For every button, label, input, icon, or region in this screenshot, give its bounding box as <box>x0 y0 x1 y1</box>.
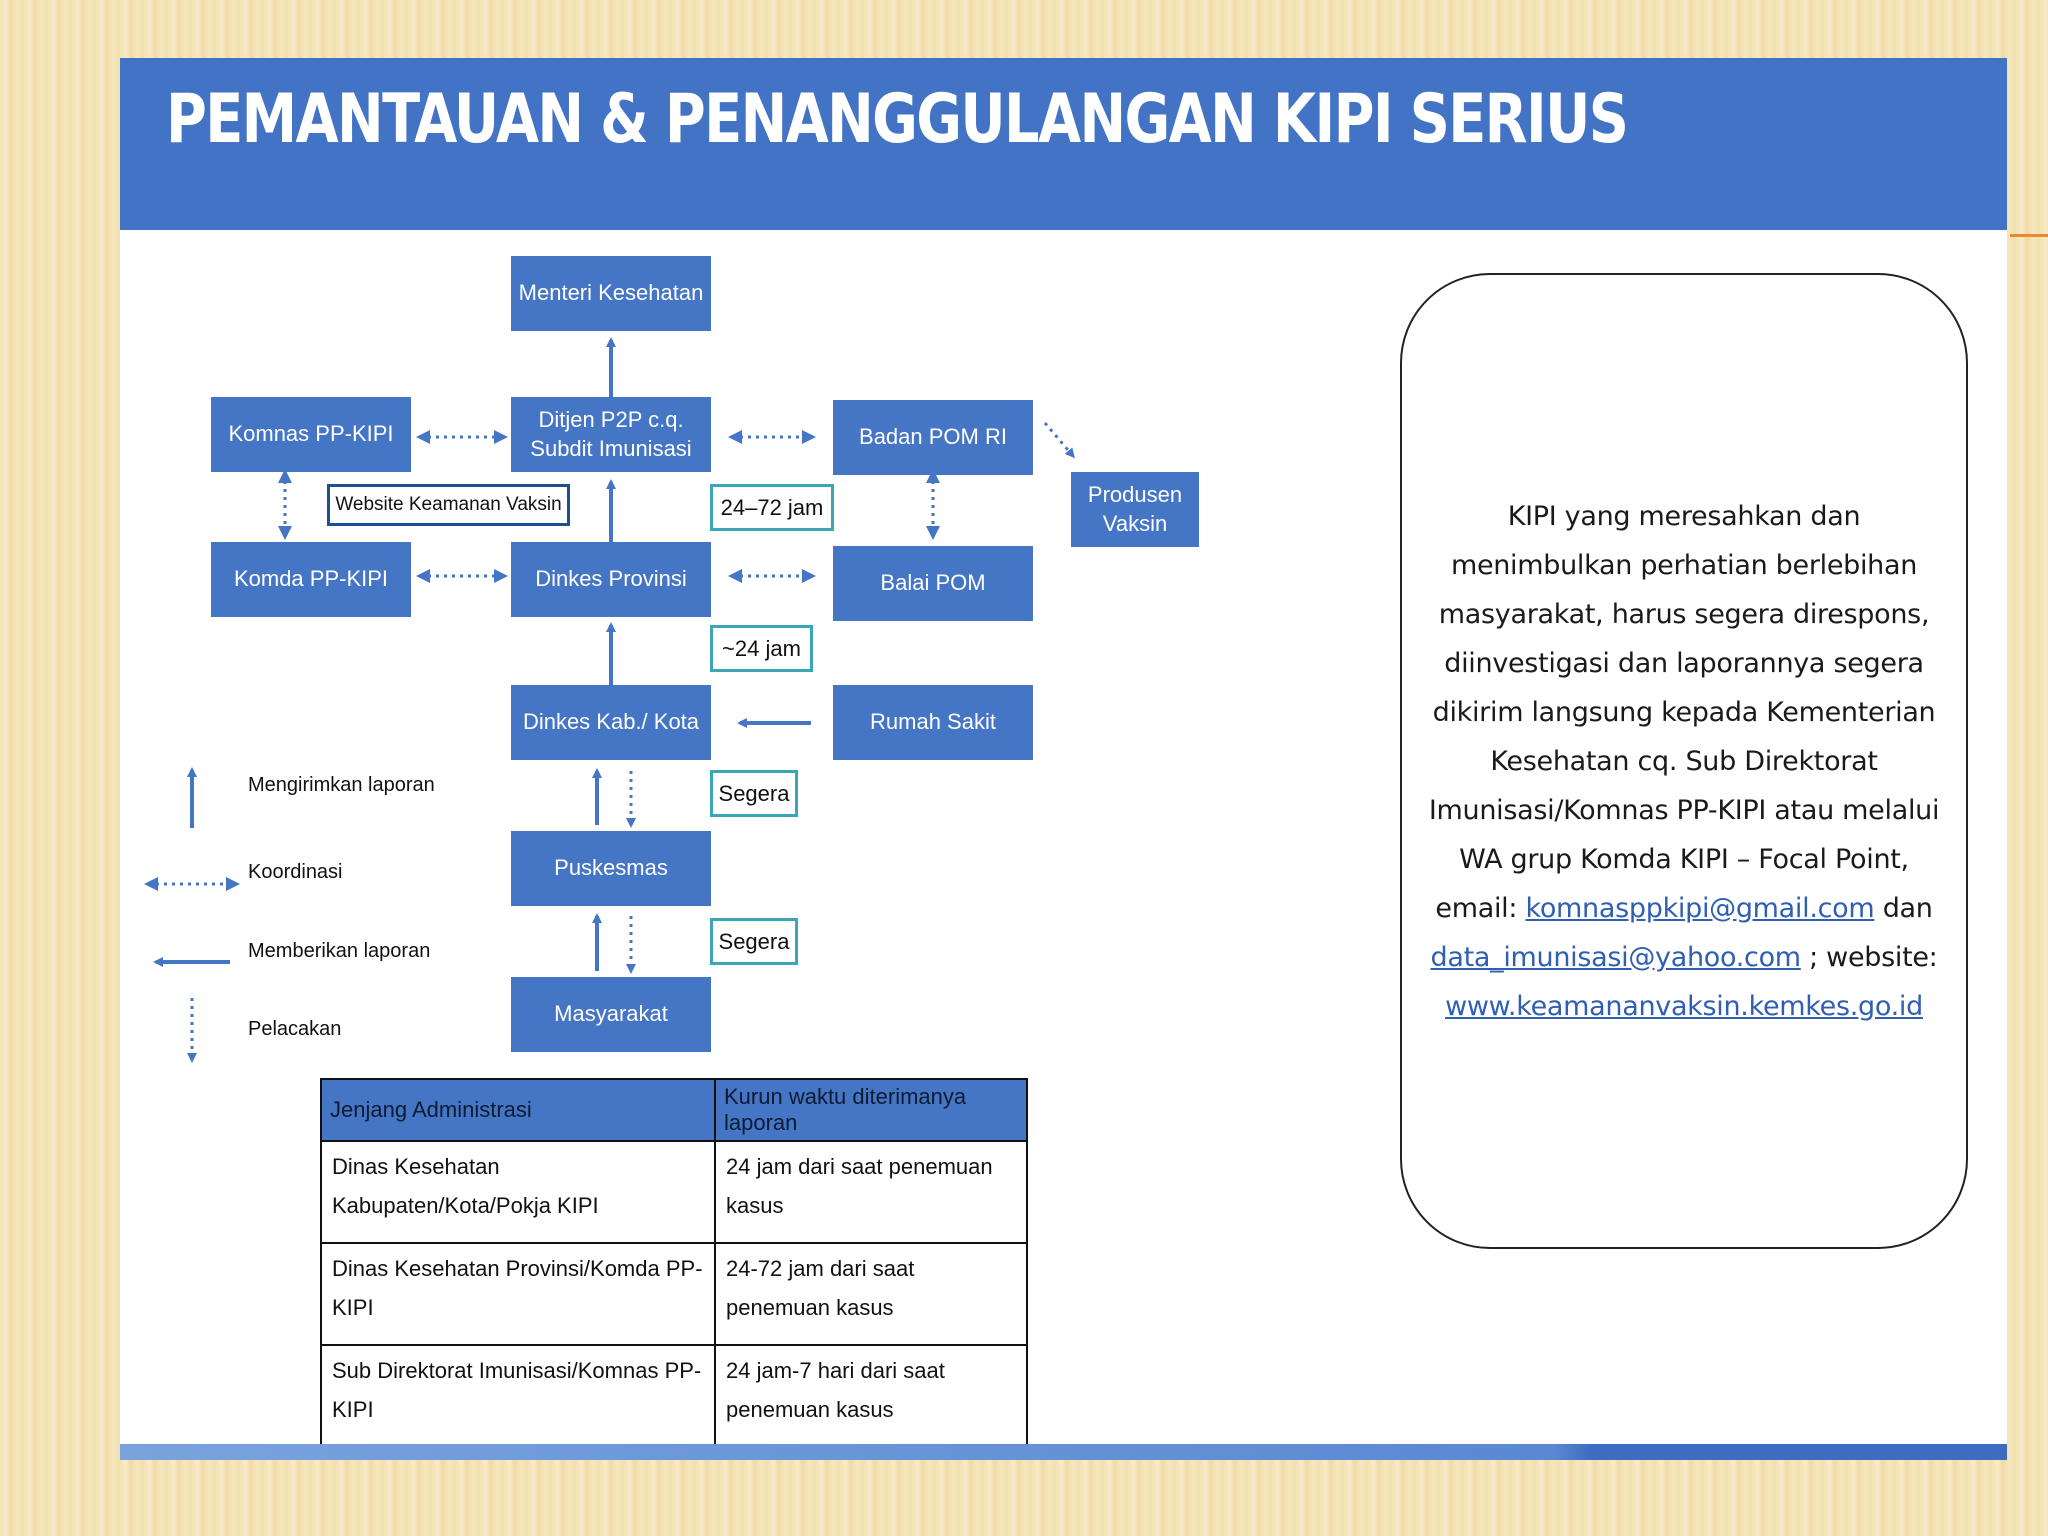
tag-label: Website Keamanan Vaksin <box>335 494 562 515</box>
legend-label-memberikan: Memberikan laporan <box>248 940 431 962</box>
legend-label-koordinasi: Koordinasi <box>248 861 343 883</box>
tag-label: ~24 jam <box>722 635 801 661</box>
orange-accent-line <box>2010 234 2048 237</box>
table-header-cell: Jenjang Administrasi <box>321 1079 715 1141</box>
node-rumah-sakit <box>833 685 1033 760</box>
node-label: Dinkes Provinsi <box>535 566 687 592</box>
node-label: Ditjen P2P c.q. <box>538 406 684 432</box>
tag-segera-1 <box>710 770 798 817</box>
node-ditjen-p2p <box>511 397 711 472</box>
node-balai-pom <box>833 546 1033 621</box>
table-row <box>321 1243 1027 1345</box>
node-label: Subdit Imunisasi <box>530 435 692 461</box>
email-link-imunisasi[interactable]: data_imunisasi@yahoo.com <box>1430 941 1801 973</box>
tag-label: Segera <box>718 928 790 954</box>
tag-24-72-jam <box>710 484 834 531</box>
table-header-cell: Kurun waktu diterimanya laporan <box>715 1079 1027 1141</box>
node-produsen-vaksin <box>1071 472 1199 547</box>
node-label: Vaksin <box>1102 510 1168 536</box>
node-dinkes-provinsi <box>511 542 711 617</box>
table-cell: 24 jam-7 hari dari saat penemuan kasus <box>715 1345 1027 1447</box>
node-label: Produsen <box>1087 481 1183 507</box>
trace-pom-to-produsen <box>1045 423 1073 456</box>
website-link[interactable]: www.keamananvaksin.kemkes.go.id <box>1445 990 1923 1022</box>
info-text <box>1424 492 1944 1031</box>
node-label: Masyarakat <box>554 1001 668 1027</box>
legend-label-mengirimkan: Mengirimkan laporan <box>248 774 435 796</box>
node-label: Badan POM RI <box>859 424 1007 450</box>
node-label: Dinkes Kab./ Kota <box>522 709 700 735</box>
tag-label: Segera <box>718 780 790 806</box>
tag-label: 24–72 jam <box>720 494 824 520</box>
table-row <box>321 1345 1027 1447</box>
node-label: Komda PP-KIPI <box>233 566 389 592</box>
table-row <box>321 1141 1027 1243</box>
table-cell: Dinas Kesehatan Kabupaten/Kota/Pokja KIPI <box>321 1141 715 1243</box>
slide-footer-bar <box>120 1444 2007 1460</box>
tag-segera-2 <box>710 918 798 965</box>
tag-website-keamanan-vaksin <box>327 484 570 526</box>
slide <box>120 58 2007 1460</box>
table-cell: Sub Direktorat Imunisasi/Komnas PP-KIPI <box>321 1345 715 1447</box>
info-callout-box <box>1400 273 1968 1249</box>
node-dinkes-kab-kota <box>511 685 711 760</box>
table-cell: 24 jam dari saat penemuan kasus <box>715 1141 1027 1243</box>
node-label: Balai POM <box>880 570 986 596</box>
info-paragraph: KIPI yang meresahkan dan menimbulkan perhatian berlebihan masyarakat, harus segera direspons, diinvestigasi dan laporannya segera dikirim langsung kepada Kementerian Kesehatan cq. Sub Direktorat Imunisasi/Komnas PP-KIPI atau melalui WA grup Komda KIPI – Focal Point, email: <box>1428 500 1940 924</box>
info-website-label: ; website: <box>1809 941 1938 973</box>
table-cell: 24-72 jam dari saat penemuan kasus <box>715 1243 1027 1345</box>
tag-24-jam <box>710 625 813 672</box>
node-label: Komnas PP-KIPI <box>228 421 394 447</box>
reporting-timeline-table <box>320 1078 1028 1448</box>
node-menteri-kesehatan <box>511 256 711 331</box>
node-masyarakat <box>511 977 711 1052</box>
node-label: Puskesmas <box>554 855 668 881</box>
legend-label-pelacakan: Pelacakan <box>248 1018 342 1040</box>
table-header-row <box>321 1079 1027 1141</box>
node-label: Menteri Kesehatan <box>518 280 704 306</box>
slide-title: PEMANTAUAN & PENANGGULANGAN KIPI SERIUS <box>166 80 1628 159</box>
node-badan-pom-ri <box>833 400 1033 475</box>
node-komda-pp-kipi <box>211 542 411 617</box>
email-link-komnas[interactable]: komnasppkipi@gmail.com <box>1525 892 1875 924</box>
table-cell: Dinas Kesehatan Provinsi/Komda PP-KIPI <box>321 1243 715 1345</box>
info-connector: dan <box>1882 892 1933 924</box>
node-komnas-pp-kipi <box>211 397 411 472</box>
node-puskesmas <box>511 831 711 906</box>
node-label: Rumah Sakit <box>870 709 996 735</box>
